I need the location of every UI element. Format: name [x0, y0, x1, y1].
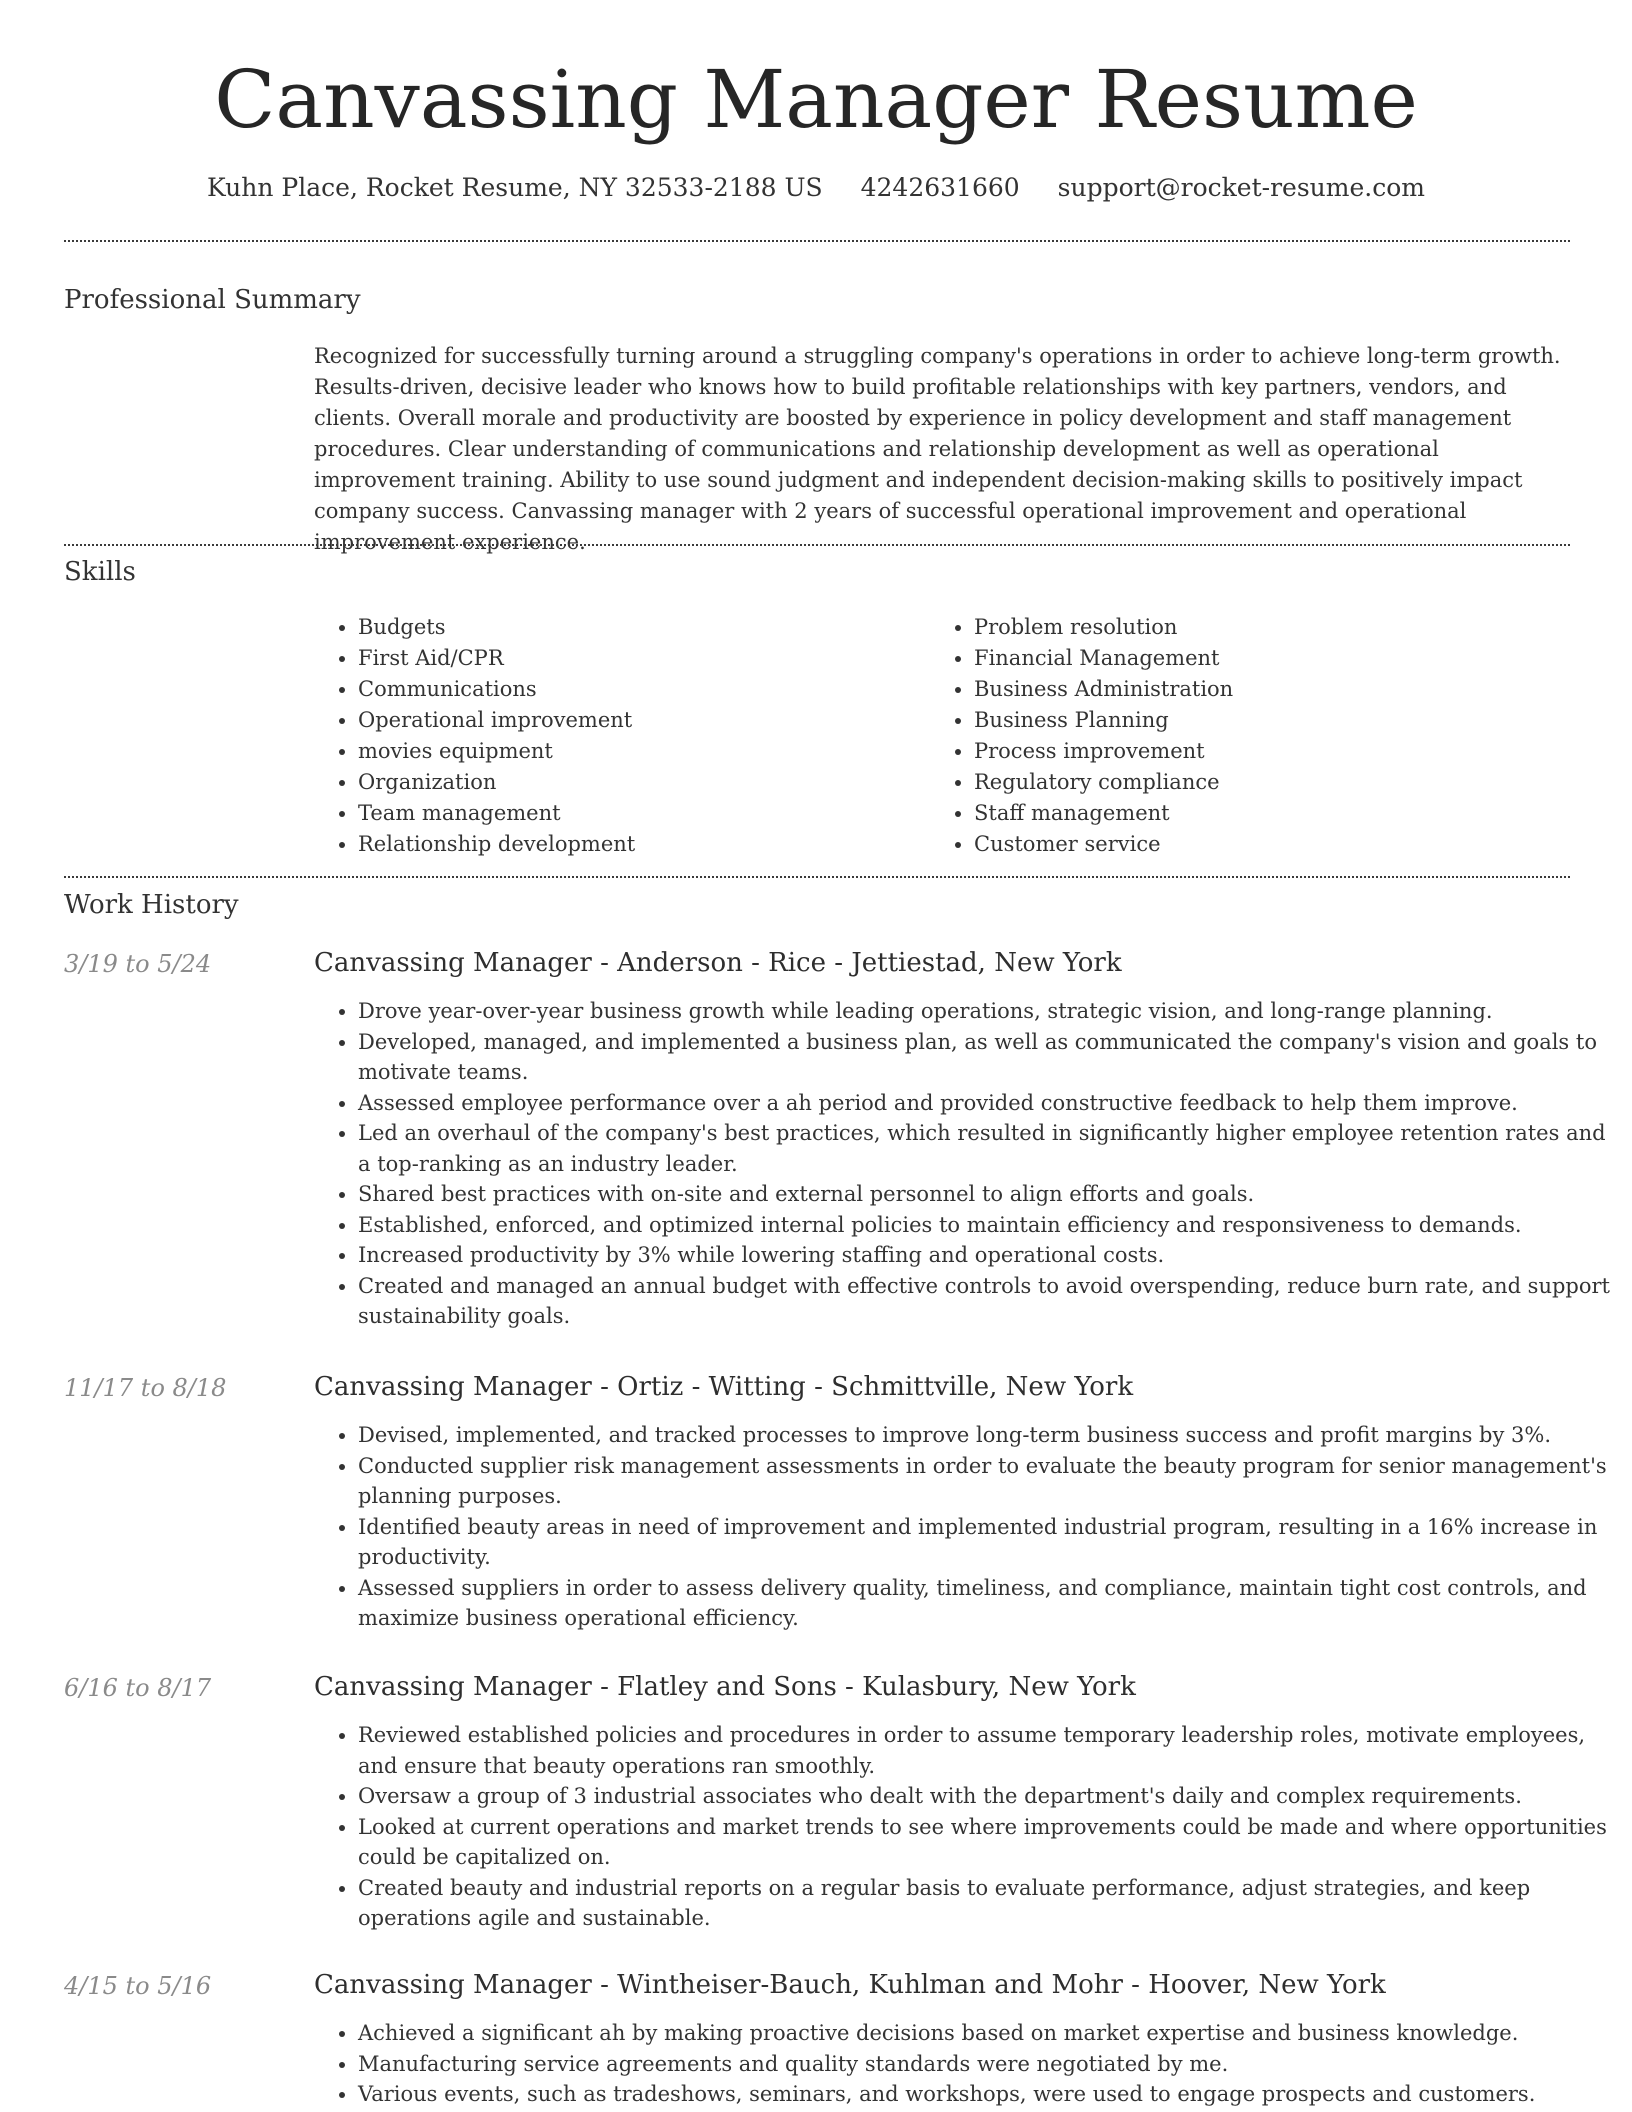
skill-item: • movies equipment	[358, 736, 918, 767]
summary-heading: Professional Summary	[64, 285, 361, 315]
skill-item: • Communications	[358, 674, 918, 705]
resume-title: Canvassing Manager Resume	[214, 53, 1418, 146]
skill-item: • Budgets	[358, 612, 918, 643]
job-bullet: • Established, enforced, and optimized internal policies to maintain efficiency and responsiveness to demands.	[358, 1210, 1618, 1241]
job-title: Canvassing Manager - Ortiz - Witting - Schmittville, New York	[314, 1372, 1134, 1402]
job-bullet: • Oversaw a group of 3 industrial associates who dealt with the department's daily and complex requirements.	[358, 1781, 1618, 1812]
summary-divider	[64, 544, 1570, 546]
skills-list-left	[314, 612, 918, 860]
skill-item: • Financial Management	[974, 643, 1574, 674]
job-bullets	[314, 1420, 1618, 1634]
skill-item: • Relationship development	[358, 829, 918, 860]
job-date: 4/15 to 5/16	[64, 1972, 212, 2000]
job-date: 6/16 to 8/17	[64, 1674, 212, 1702]
job-bullet: • Created beauty and industrial reports on a regular basis to evaluate performance, adjust strategies, and keep operations agile and sustainable.	[358, 1873, 1618, 1934]
job-bullet: • Identified beauty areas in need of improvement and implemented industrial program, resulting in a 16% increase in productivity.	[358, 1512, 1618, 1573]
skill-item: • Business Administration	[974, 674, 1574, 705]
job-title: Canvassing Manager - Wintheiser-Bauch, Kuhlman and Mohr - Hoover, New York	[314, 1970, 1386, 2000]
job-bullet: • Created and managed an annual budget with effective controls to avoid overspending, reduce burn rate, and support sustainability goals.	[358, 1271, 1618, 1332]
job-bullets	[314, 1720, 1618, 1934]
job-bullet: • Looked at current operations and market trends to see where improvements could be made and where opportunities could be capitalized on.	[358, 1812, 1618, 1873]
skills-divider	[64, 876, 1570, 878]
skill-item: • Regulatory compliance	[974, 767, 1574, 798]
summary-text: Recognized for successfully turning around a struggling company's operations in order to achieve long-term growth. Results-driven, decisive leader who knows how to build profitable relationships with key partners, vendors, and clients. Overall morale and productivity are boosted by experience in policy development and staff management procedures. Clear understanding of communications and relationship development as well as operational improvement training. Ability to use sound judgment and independent decision-making skills to positively impact company success. Canvassing manager with 2 years of successful operational improvement and operational improvement experience.	[314, 344, 1561, 554]
job-bullet: • Drove year-over-year business growth while leading operations, strategic vision, and long-range planning.	[358, 996, 1618, 1027]
skill-item: • Process improvement	[974, 736, 1574, 767]
job-bullet: • Achieved a significant ah by making proactive decisions based on market expertise and business knowledge.	[358, 2018, 1618, 2049]
skill-item: • First Aid/CPR	[358, 643, 918, 674]
job-bullet: • Manufacturing service agreements and quality standards were negotiated by me.	[358, 2049, 1618, 2080]
job-bullet: • Shared best practices with on-site and external personnel to align efforts and goals.	[358, 1179, 1618, 1210]
job-bullets	[314, 2018, 1618, 2110]
job-bullet: • Assessed suppliers in order to assess delivery quality, timeliness, and compliance, maintain tight cost controls, and maximize business operational efficiency.	[358, 1573, 1618, 1634]
contact-email: support@rocket-resume.com	[1057, 173, 1425, 202]
job-bullet: • Devised, implemented, and tracked processes to improve long-term business success and profit margins by 3%.	[358, 1420, 1618, 1451]
contact-phone: 4242631660	[860, 173, 1020, 202]
job-bullet: • Increased productivity by 3% while lowering staffing and operational costs.	[358, 1240, 1618, 1271]
job-date: 3/19 to 5/24	[64, 950, 212, 978]
job-bullet: • Reviewed established policies and procedures in order to assume temporary leadership roles, motivate employees, and ensure that beauty operations ran smoothly.	[358, 1720, 1618, 1781]
skill-item: • Staff management	[974, 798, 1574, 829]
skill-item: • Organization	[358, 767, 918, 798]
job-bullet: • Various events, such as tradeshows, seminars, and workshops, were used to engage prospects and customers.	[358, 2079, 1618, 2110]
skills-list-right	[930, 612, 1574, 860]
job-bullet: • Led an overhaul of the company's best practices, which resulted in significantly higher employee retention rates and a top-ranking as an industry leader.	[358, 1118, 1618, 1179]
skill-item: • Customer service	[974, 829, 1574, 860]
contact-address: Kuhn Place, Rocket Resume, NY 32533-2188 US	[207, 173, 823, 202]
work-heading: Work History	[64, 890, 239, 920]
skill-item: • Operational improvement	[358, 705, 918, 736]
job-date: 11/17 to 8/18	[64, 1374, 227, 1402]
skill-item: • Problem resolution	[974, 612, 1574, 643]
header-divider	[64, 240, 1570, 242]
job-title: Canvassing Manager - Flatley and Sons - Kulasbury, New York	[314, 1672, 1136, 1702]
job-bullet: • Assessed employee performance over a ah period and provided constructive feedback to help them improve.	[358, 1088, 1618, 1119]
job-bullet: • Conducted supplier risk management assessments in order to evaluate the beauty program for senior management's planning purposes.	[358, 1451, 1618, 1512]
contact-line	[0, 171, 1632, 205]
job-bullets	[314, 996, 1618, 1332]
skills-heading: Skills	[64, 557, 136, 587]
job-bullet: • Developed, managed, and implemented a business plan, as well as communicated the company's vision and goals to motivate teams.	[358, 1027, 1618, 1088]
skill-item: • Team management	[358, 798, 918, 829]
skill-item: • Business Planning	[974, 705, 1574, 736]
job-title: Canvassing Manager - Anderson - Rice - Jettiestad, New York	[314, 948, 1122, 978]
